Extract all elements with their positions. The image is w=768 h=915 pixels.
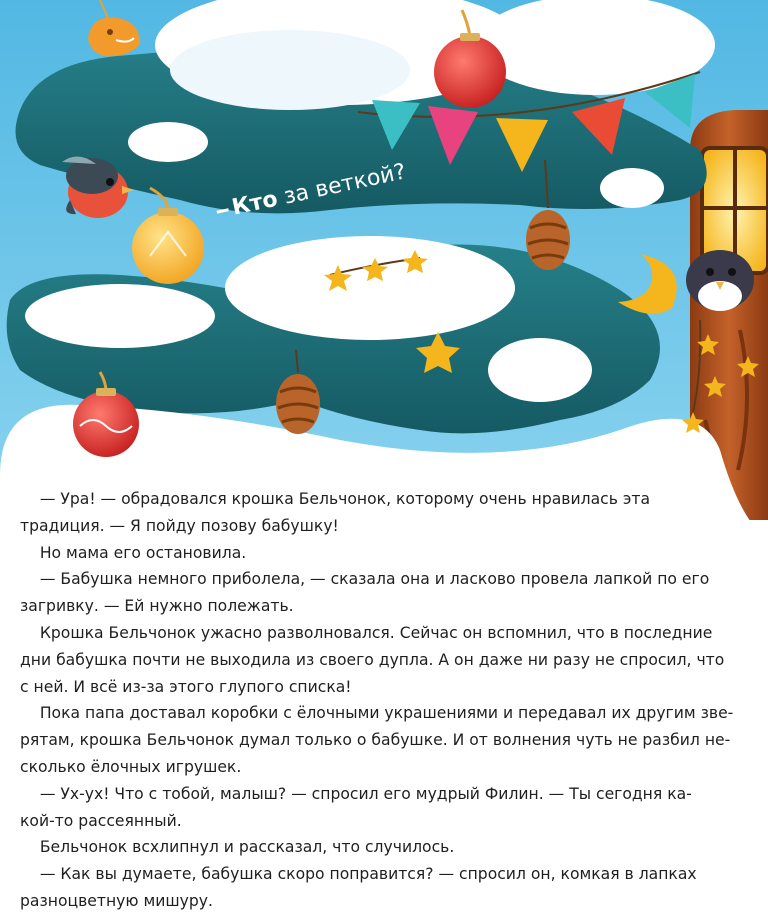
story-line: — Бабушка немного приболела, — сказала она и ласково провела лапкой по его	[20, 570, 710, 589]
story-line: рятам, крошка Бельчонок думал только о бабушке. И от волнения чуть не разбил не-	[20, 731, 731, 750]
story-line: Но мама его остановила.	[20, 543, 247, 562]
story-line: кой-то рассеянный.	[20, 811, 182, 830]
story-line: загривку. — Ей нужно полежать.	[20, 597, 294, 616]
story-line: — Ура! — обрадовался крошка Бельчонок, которому очень нравилась эта	[20, 490, 651, 508]
story-line: сколько ёлочных игрушек.	[20, 757, 242, 776]
story-text	[20, 486, 738, 915]
story-line: Крошка Бельчонок ужасно разволновался. Сейчас он вспомнил, что в последние	[20, 623, 713, 642]
story-line: дни бабушка почти не выходила из своего дупла. А он даже ни разу не спросил, что	[20, 650, 725, 669]
caption-rest: за веткой?	[274, 159, 409, 212]
story-line: с ней. И всё из-за этого глупого списка!	[20, 677, 352, 696]
story-line: разноцветную мишуру.	[20, 891, 213, 910]
story-line: Пока папа доставал коробки с ёлочными украшениями и передавал их другим зве-	[20, 704, 734, 723]
story-line: Бельчонок всхлипнул и рассказал, что случилось.	[20, 838, 455, 857]
story-line: традиция. — Я пойду позову бабушку!	[20, 516, 339, 535]
story-line: — Ух-ух! Что с тобой, малыш? — спросил его мудрый Филин. — Ты сегодня ка-	[20, 784, 692, 803]
caption-bold: Кто	[229, 186, 280, 221]
story-line: — Как вы думаете, бабушка скоро поправится? — спросил он, комкая в лапках	[20, 865, 697, 884]
